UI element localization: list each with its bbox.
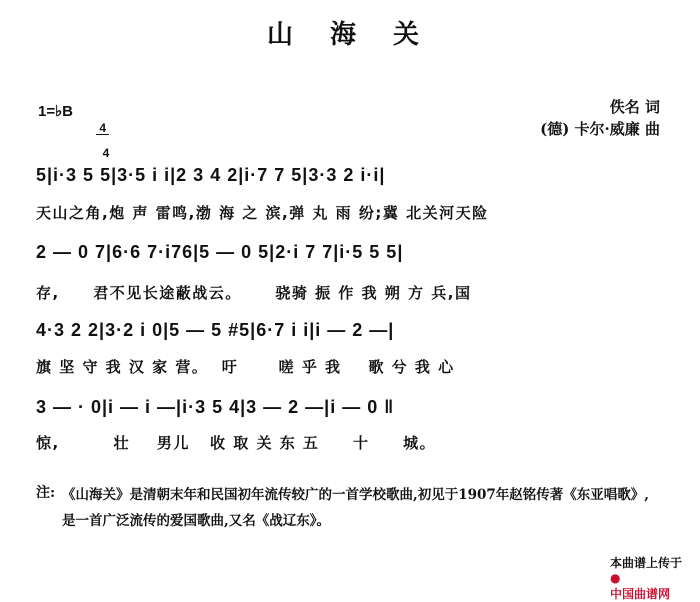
composer-credit: (德) 卡尔·威廉 曲 [540,120,660,138]
notation-line-4: 3 — · 0|i — i —|i·3 5 4|3 — 2 —|i — 0 ‖ [36,397,395,417]
notation-line-1: 5|i·3 5 5|3·5 i i|2 3 4 2|i·7 7 5|3·3 2 i·i| [36,165,386,185]
lyrics-line-1: 天山之角,炮 声 雷鸣,渤 海 之 滨,弹 丸 雨 纷;冀 北关河天险 [36,204,489,222]
annotation-label: 注: [36,485,56,501]
footer-brand[interactable]: 中国曲谱网 [609,587,670,601]
lyrics-line-2: 存, 君不见长途蔽战云。 骁骑 振 作 我 朔 方 兵,国 [36,284,472,302]
time-signature-top: 4 [96,122,109,135]
lyricist-credit: 佚名 词 [609,98,660,116]
notation-line-3: 4·3 2 2|3·2 i 0|5 — 5 #5|6·7 i i|i — 2 —| [36,320,395,340]
lyrics-line-4: 惊, 壮 男儿 收 取 关 东 五 十 城。 [36,434,437,452]
footer-logo-icon: ● [609,571,621,585]
lyrics-line-3: 旗 坚 守 我 汉 家 营。 吁 嗟 乎 我 歌 兮 我 心 [36,358,455,376]
time-signature-bottom: 4 [102,146,110,160]
score-title: 山 海 关 [266,20,434,50]
annotation-text: 《山海关》是清朝末年和民国初年流传较广的一首学校歌曲,初见于1907年赵铭传著《东亚唱歌》,是一首广泛流传的爱国歌曲,又名《战辽东》。 [62,487,649,529]
key-signature: 1=♭B [38,103,74,120]
time-signature [96,98,109,159]
notation-line-2: 2 — 0 7|6·6 7·i76|5 — 0 5|2·i 7 7|i·5 5 5| [36,242,404,262]
footer-prefix: 本曲谱上传于 [609,556,682,570]
footer-credit [602,540,682,602]
